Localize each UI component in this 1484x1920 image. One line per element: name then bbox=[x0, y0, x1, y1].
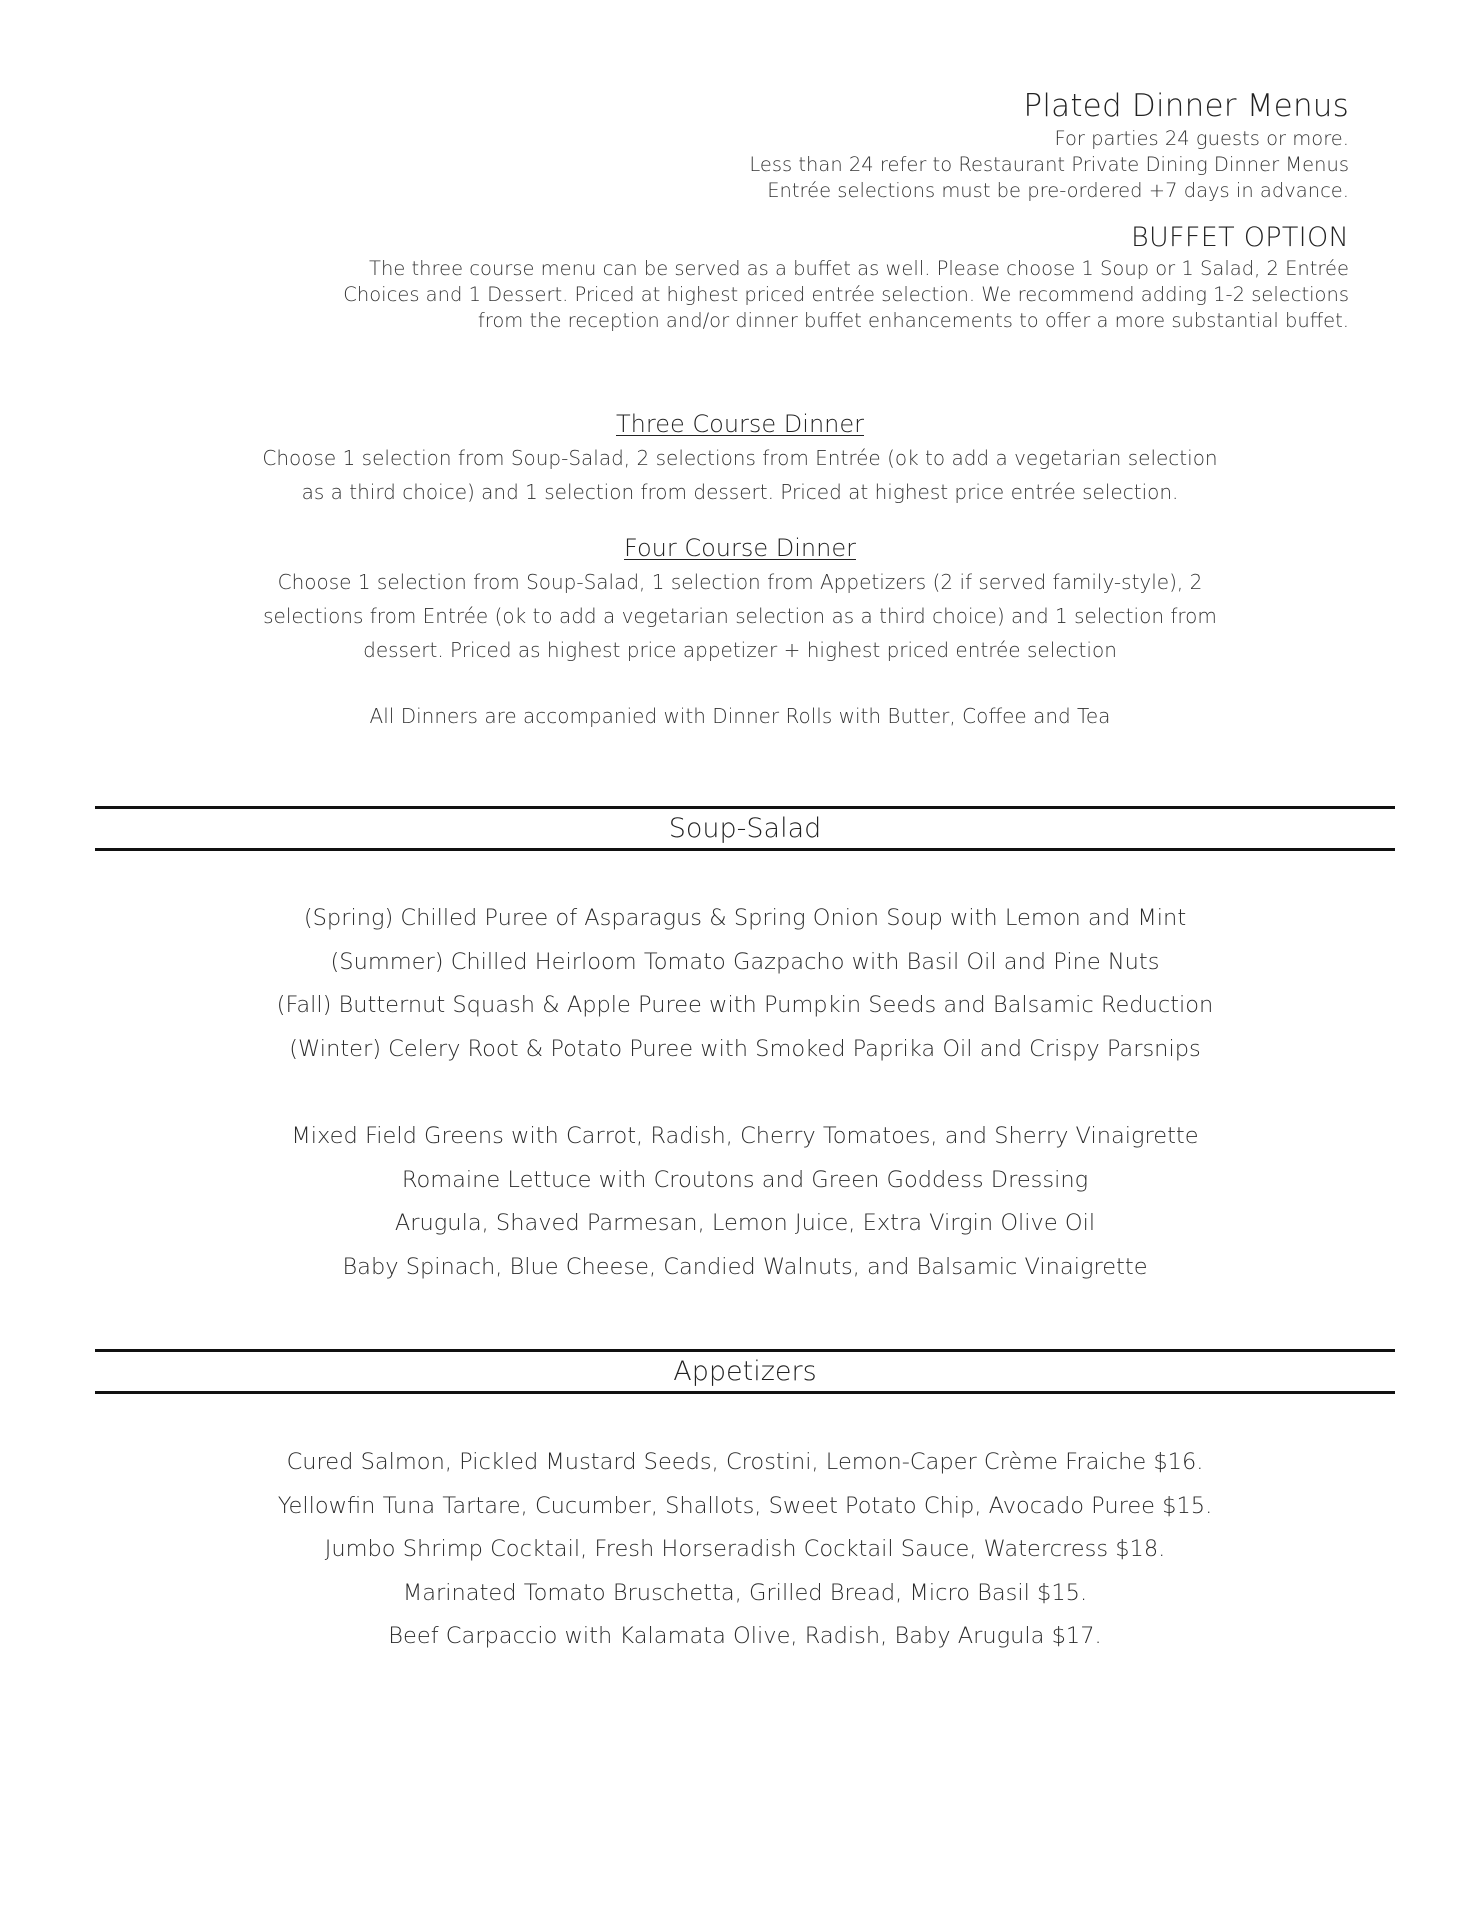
soup-item: (Spring) Chilled Puree of Asparagus & Spring Onion Soup with Lemon and Mint bbox=[303, 905, 1187, 931]
course-text-line: dessert. Priced as highest price appetizer + highest priced entrée selection bbox=[363, 638, 1117, 662]
buffet-text-line: The three course menu can be served as a buffet as well. Please choose 1 Soup or 1 Salad, 2 Entrée bbox=[369, 257, 1349, 280]
soup-item: (Summer) Chilled Heirloom Tomato Gazpacho with Basil Oil and Pine Nuts bbox=[330, 948, 1160, 975]
header-line-preorder: Entrée selections must be pre-ordered +7 days in advance. bbox=[767, 179, 1349, 202]
accompaniment-note: All Dinners are accompanied with Dinner Rolls with Butter, Coffee and Tea bbox=[369, 704, 1111, 728]
course-descriptions bbox=[220, 407, 1260, 733]
soup-salad-section-title: Soup-Salad bbox=[668, 813, 822, 844]
soup-salad-list bbox=[120, 897, 1370, 1289]
buffet-text-line: Choices and 1 Dessert. Priced at highest priced entrée selection. We recommend adding 1-2 selections bbox=[343, 283, 1349, 306]
course-text-line: selections from Entrée (ok to add a vegetarian selection as a third choice) and 1 selection from bbox=[263, 604, 1217, 628]
salad-item: Arugula, Shaved Parmesan, Lemon Juice, Extra Virgin Olive Oil bbox=[394, 1210, 1096, 1236]
soup-salad-section-header bbox=[95, 806, 1395, 851]
salad-item: Romaine Lettuce with Croutons and Green Goddess Dressing bbox=[401, 1166, 1089, 1193]
appetizer-item: Yellowfin Tuna Tartare, Cucumber, Shallots, Sweet Potato Chip, Avocado Puree $15. bbox=[277, 1492, 1213, 1519]
header-line-party-size: For parties 24 guests or more. bbox=[1054, 127, 1349, 150]
appetizer-item: Beef Carpaccio with Kalamata Olive, Radish, Baby Arugula $17. bbox=[388, 1623, 1102, 1649]
appetizer-item: Cured Salmon, Pickled Mustard Seeds, Crostini, Lemon-Caper Crème Fraiche $16. bbox=[286, 1449, 1204, 1475]
page-title: Plated Dinner Menus bbox=[1023, 88, 1349, 124]
course-text-line: as a third choice) and 1 selection from dessert. Priced at highest price entrée selection. bbox=[301, 480, 1179, 504]
appetizers-section-title: Appetizers bbox=[673, 1356, 817, 1387]
buffet-text-line: from the reception and/or dinner buffet enhancements to offer a more substantial buffet. bbox=[477, 309, 1349, 332]
three-course-block bbox=[220, 407, 1260, 509]
buffet-option-title: BUFFET OPTION bbox=[1131, 222, 1349, 253]
salad-item: Mixed Field Greens with Carrot, Radish, Cherry Tomatoes, and Sherry Vinaigrette bbox=[291, 1123, 1199, 1149]
group-spacer bbox=[120, 1071, 1370, 1115]
appetizers-list bbox=[120, 1441, 1370, 1659]
course-text-line: Choose 1 selection from Soup-Salad, 1 selection from Appetizers (2 if served family-style), 2 bbox=[277, 570, 1203, 594]
salad-item: Baby Spinach, Blue Cheese, Candied Walnuts, and Balsamic Vinaigrette bbox=[342, 1253, 1148, 1280]
three-course-title: Three Course Dinner bbox=[616, 410, 864, 438]
appetizer-item: Jumbo Shrimp Cocktail, Fresh Horseradish Cocktail Sauce, Watercress $18. bbox=[324, 1536, 1166, 1562]
soup-item: (Fall) Butternut Squash & Apple Puree with Pumpkin Seeds and Balsamic Reduction bbox=[276, 992, 1214, 1018]
appetizer-item: Marinated Tomato Bruschetta, Grilled Bread, Micro Basil $15. bbox=[402, 1579, 1088, 1606]
four-course-title: Four Course Dinner bbox=[624, 534, 856, 562]
soup-item: (Winter) Celery Root & Potato Puree with Smoked Paprika Oil and Crispy Parsnips bbox=[289, 1035, 1201, 1062]
appetizers-section-header bbox=[95, 1349, 1395, 1394]
menu-header bbox=[249, 86, 1349, 334]
four-course-block bbox=[220, 531, 1260, 667]
course-text-line: Choose 1 selection from Soup-Salad, 2 selections from Entrée (ok to add a vegetarian selection bbox=[262, 446, 1218, 470]
header-line-private-dining: Less than 24 refer to Restaurant Private Dining Dinner Menus bbox=[749, 153, 1349, 176]
